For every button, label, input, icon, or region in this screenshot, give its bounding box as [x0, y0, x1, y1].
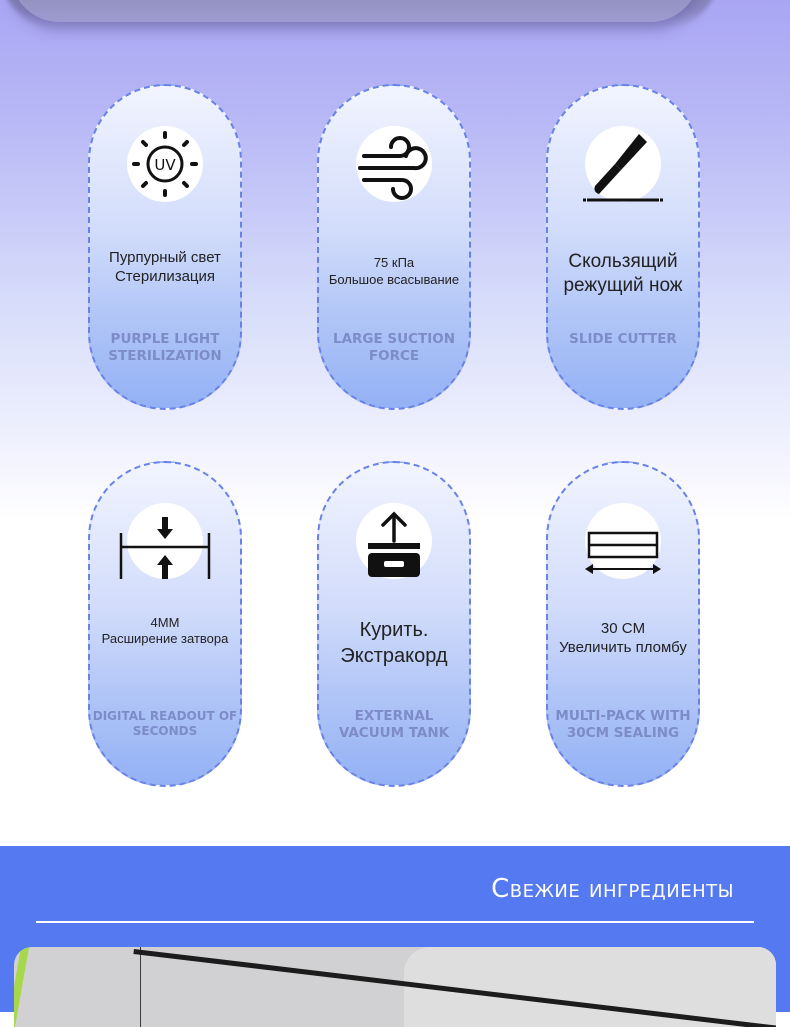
uv-sun-icon: [115, 118, 215, 210]
product-photo: [14, 947, 776, 1027]
feature-subtitle: MULTI-PACK WITH 30CM SEALING: [555, 708, 691, 741]
feature-subtitle: EXTERNAL VACUUM TANK: [338, 708, 450, 741]
feature-card-suction: [317, 84, 471, 410]
product-photo-line: [140, 947, 141, 1027]
icon-circle: [356, 503, 432, 579]
feature-card-uv: [88, 84, 242, 410]
knife-icon: [573, 118, 673, 210]
icon-circle: [585, 126, 661, 202]
feature-title: 4MM Расширение затвора: [101, 615, 229, 646]
feature-title: Скользящий режущий нож: [563, 251, 683, 296]
width-measure-icon: [573, 495, 673, 587]
section-divider: [36, 921, 754, 923]
icon-circle: [585, 503, 661, 579]
feature-card-vacuum-tank: [317, 461, 471, 787]
product-photo-green-edge: [14, 947, 29, 1027]
feature-card-seal-width: [88, 461, 242, 787]
icon-circle: [127, 126, 203, 202]
feature-title: 30 CM Увеличить пломбу: [559, 620, 687, 656]
feature-subtitle: SLIDE CUTTER: [569, 331, 677, 347]
feature-subtitle: PURPLE LIGHT STERILIZATION: [108, 331, 222, 364]
compress-arrows-icon: [115, 495, 215, 587]
feature-card-cutter: [546, 84, 700, 410]
wind-icon: [344, 118, 444, 210]
feature-subtitle: DIGITAL READOUT OF SECONDS: [92, 709, 238, 738]
feature-title: 75 кПа Большое всасывание: [328, 255, 460, 287]
icon-circle: [356, 126, 432, 202]
feature-title: Курить. Экстракорд: [340, 619, 448, 667]
feature-card-sealing: [546, 461, 700, 787]
icon-circle: [127, 503, 203, 579]
top-product-edge: [10, 0, 700, 22]
feature-subtitle: LARGE SUCTION FORCE: [332, 331, 456, 364]
section-title: Свежие ингредиенты: [491, 874, 734, 904]
svg-text:UV: UV: [154, 156, 176, 174]
upload-box-icon: [344, 495, 444, 587]
feature-title: Пурпурный свет Стерилизация: [109, 249, 221, 285]
